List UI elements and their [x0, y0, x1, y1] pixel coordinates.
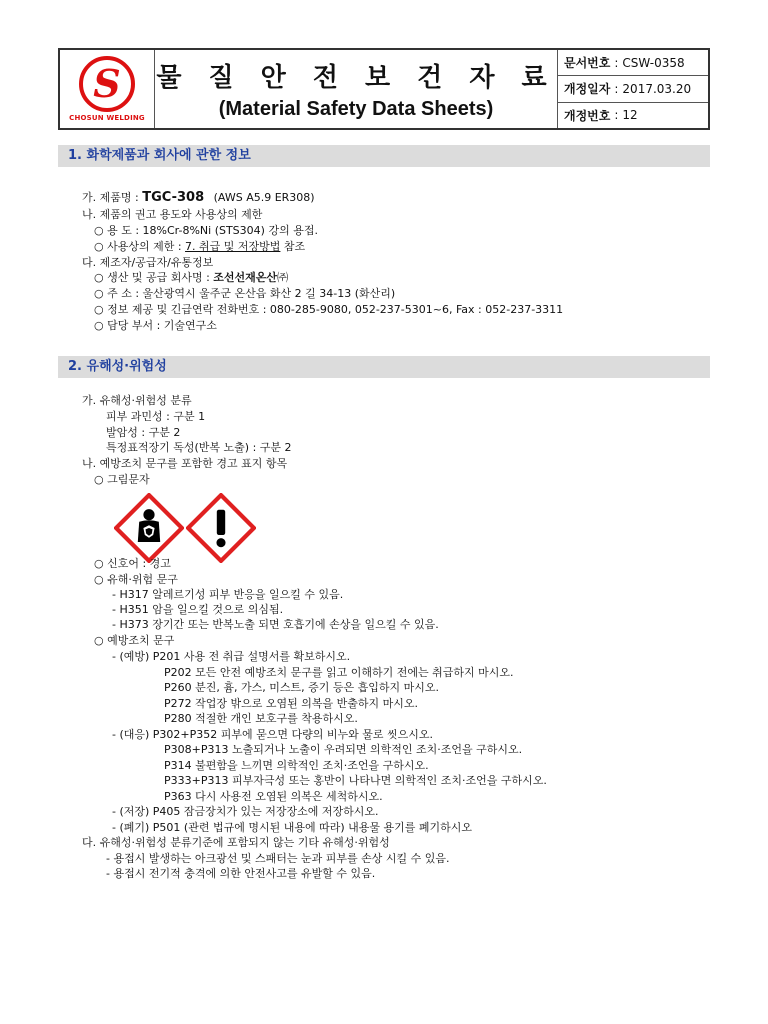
- hazard-line: - H373 장기간 또는 반복노출 되면 호흡기에 손상을 일으킬 수 있음.: [112, 618, 439, 631]
- precaution-line: - (대응) P302+P352 피부에 묻으면 다량의 비누와 물로 씻으시오.: [112, 728, 434, 741]
- revision-date-value: 2017.03.20: [622, 81, 692, 96]
- maker-line: [94, 271, 288, 285]
- doc-number-label: 문서번호: [564, 56, 611, 71]
- maker-mark: ㈜: [277, 271, 289, 284]
- revision-number-value: 12: [622, 108, 638, 123]
- contact-line: ○ 정보 제공 및 긴급연락 전화번호 : 080-285-9080, 052-237-5301~6, Fax : 052-237-3311: [94, 303, 564, 316]
- maker-heading: 다. 제조자/공급자/유통정보: [82, 256, 214, 269]
- precaution-line: P314 불편함을 느끼면 의학적인 조치·조언을 구하시오.: [164, 759, 429, 772]
- product-name-line: [82, 191, 315, 205]
- signal-word: ○ 신호어 : 경고: [94, 557, 171, 570]
- other-hazard-line: - 용접시 발생하는 아크광선 및 스패터는 눈과 피부를 손상 시킬 수 있음.: [106, 852, 450, 865]
- doc-number-row: 문서번호 : CSW-0358: [558, 50, 708, 76]
- hazard-line: - H317 알레르기성 피부 반응을 일으킬 수 있음.: [112, 588, 344, 601]
- document-header: [58, 48, 710, 130]
- limit-line: [94, 240, 305, 254]
- classification-item: 특정표적장기 독성(반복 노출) : 구분 2: [106, 441, 292, 454]
- other-hazard-line: - 용접시 전기적 충격에 의한 안전사고를 유발할 수 있음.: [106, 867, 376, 880]
- limit-reference: 7. 취급 및 저장방법: [185, 240, 281, 253]
- title-english: (Material Safety Data Sheets): [218, 98, 494, 120]
- section-2-heading: 2. 유해성·위험성: [58, 356, 710, 378]
- product-label: 가. 제품명 :: [82, 191, 143, 204]
- exclamation-icon: [186, 493, 256, 563]
- logo-text: CHOSUN WELDING: [69, 114, 145, 122]
- pictogram-heading: ○ 그림문자: [94, 473, 150, 486]
- revision-date-label: 개정일자: [564, 82, 611, 97]
- precaution-line: P272 작업장 밖으로 오염된 의복을 반출하지 마시오.: [164, 697, 418, 710]
- usage-heading: 나. 제품의 권고 용도와 사용상의 제한: [82, 208, 263, 221]
- hazard-heading: ○ 유해·위험 문구: [94, 573, 178, 586]
- revision-number-label: 개정번호: [564, 108, 611, 123]
- product-name: TGC-308: [142, 190, 205, 205]
- doc-number-value: CSW-0358: [622, 55, 685, 70]
- address-line: ○ 주 소 : 울산광역시 울주군 온산읍 화산 2 길 34-13 (화산리): [94, 287, 396, 300]
- revision-date-row: 개정일자 : 2017.03.20: [558, 76, 708, 102]
- precaution-line: P333+P313 피부자극성 또는 홍반이 나타나면 의학적인 조치·조언을 구하시오.: [164, 774, 547, 787]
- limit-suffix: 참조: [280, 240, 306, 253]
- title-korean: 물 질 안 전 보 건 자 료: [156, 63, 556, 93]
- precaution-line: - (저장) P405 잠금장치가 있는 저장장소에 저장하시오.: [112, 805, 379, 818]
- revision-number-row: 개정번호 : 12: [564, 108, 638, 123]
- precaution-line: - (예방) P201 사용 전 취급 설명서를 확보하시오.: [112, 650, 351, 663]
- logo-emblem-icon: S: [79, 56, 135, 112]
- hazard-line: - H351 암을 일으킬 것으로 의심됨.: [112, 603, 284, 616]
- document-info: [558, 50, 708, 128]
- company-logo: [60, 50, 155, 128]
- precaution-line: P260 분진, 흄, 가스, 미스트, 증기 등은 흡입하지 마시오.: [164, 681, 439, 694]
- product-spec: (AWS A5.9 ER308): [213, 191, 315, 204]
- classification-heading: 가. 유해성·위험성 분류: [82, 394, 192, 407]
- usage-line: ○ 용 도 : 18%Cr-8%Ni (STS304) 강의 용접.: [94, 224, 318, 237]
- label-heading: 나. 예방조치 문구를 포함한 경고 표지 항목: [82, 457, 288, 470]
- department-line: ○ 담당 부서 : 기술연구소: [94, 319, 217, 332]
- other-hazard-heading: 다. 유해성·위험성 분류기준에 포함되지 않는 기타 유해성·위험성: [82, 836, 390, 849]
- precaution-line: - (폐기) P501 (관련 법규에 명시된 내용에 따라) 내용물 용기를 폐기하시오: [112, 821, 473, 834]
- precaution-line: P308+P313 노출되거나 노출이 우려되면 의학적인 조치·조언을 구하시오.: [164, 743, 523, 756]
- precaution-heading: ○ 예방조치 문구: [94, 634, 175, 647]
- limit-prefix: ○ 사용상의 제한 :: [94, 240, 186, 253]
- maker-label: ○ 생산 및 공급 회사명 :: [94, 271, 214, 284]
- maker-name: 조선선재온산: [213, 271, 278, 284]
- precaution-line: P202 모든 안전 예방조치 문구를 읽고 이해하기 전에는 취급하지 마시오.: [164, 666, 514, 679]
- precaution-line: P280 적절한 개인 보호구를 착용하시오.: [164, 712, 358, 725]
- section-1-heading: 1. 화학제품과 회사에 관한 정보: [58, 145, 710, 167]
- document-title: [155, 50, 558, 128]
- classification-item: 피부 과민성 : 구분 1: [106, 410, 206, 423]
- health-hazard-icon: [114, 493, 184, 563]
- precaution-line: P363 다시 사용전 오염된 의복은 세척하시오.: [164, 790, 383, 803]
- classification-item: 발암성 : 구분 2: [106, 426, 181, 439]
